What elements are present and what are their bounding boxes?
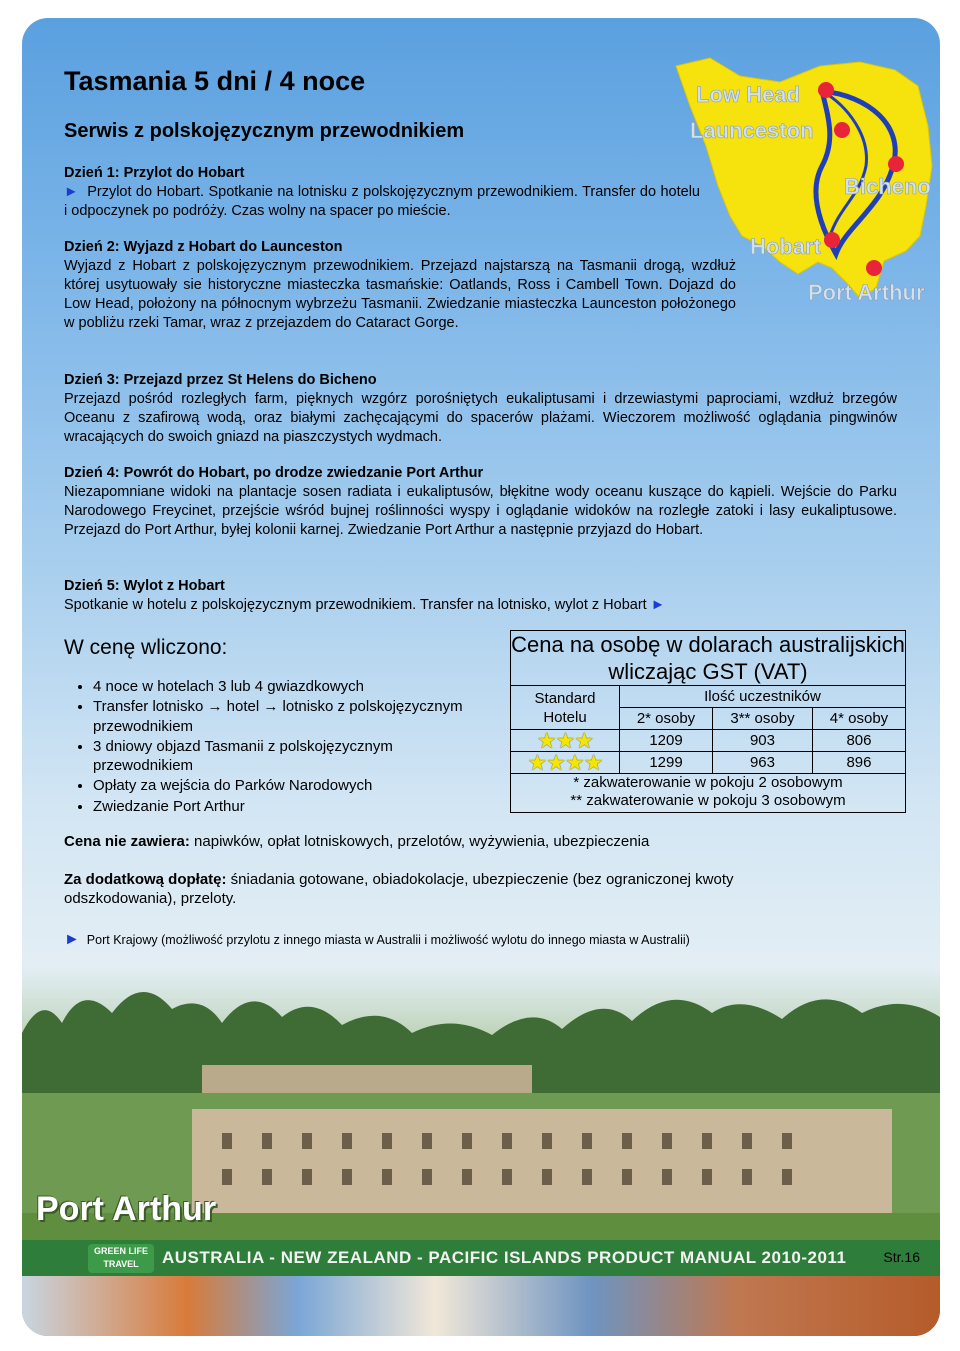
- table-cell: 1299: [620, 752, 713, 774]
- map-label-hobart: Hobart: [750, 234, 821, 259]
- map-label-low-head: Low Head: [696, 82, 800, 107]
- arrow-icon: ►: [64, 184, 79, 200]
- footer-photo-strip: [22, 1276, 940, 1336]
- day-3-title: Dzień 3: Przejazd przez St Helens do Bicheno: [64, 372, 377, 388]
- table-cell: 903: [713, 730, 813, 752]
- day-1-text: Przylot do Hobart. Spotkanie na lotnisku z polskojęzycznym przewodnikiem. Transfer do hotelu i odpoczynek po podróży. Czas wolny na spacer po mieście.: [64, 184, 700, 219]
- extra-charge-label: Za dodatkową dopłatę:: [64, 871, 227, 888]
- green-life-travel-logo: GREEN LIFE TRAVEL: [88, 1244, 154, 1273]
- list-item: • Transfer lotnisko → hotel → lotnisko z polskojęzycznym przewodnikiem: [93, 697, 473, 736]
- day-1-title: Dzień 1: Przylot do Hobart: [64, 165, 245, 181]
- page-title: Tasmania 5 dni / 4 noce: [64, 66, 366, 96]
- extra-charge-text: śniadania gotowane, obiadokolacje, ubezpieczenie (bez ograniczonej kwoty odszkodowania), przeloty.: [64, 871, 734, 907]
- day-4-section: [64, 464, 897, 540]
- arrow-icon: ►: [64, 931, 80, 948]
- participants-header: Ilość uczestników: [620, 686, 906, 708]
- footer-banner: [22, 1240, 940, 1276]
- list-item: • 3 dniowy objazd Tasmanii z polskojęzycznym przewodnikiem: [93, 737, 473, 776]
- table-cell: 806: [812, 730, 905, 752]
- not-included-label: Cena nie zawiera:: [64, 833, 190, 850]
- included-list: [64, 677, 473, 817]
- day-5-title: Dzień 5: Wylot z Hobart: [64, 578, 225, 594]
- price-note: ** zakwaterowanie w pokoju 3 osobowym: [570, 792, 846, 809]
- day-3-section: [64, 371, 897, 447]
- map-label-bicheno: Bicheno: [844, 174, 931, 199]
- day-4-title: Dzień 4: Powrót do Hobart, po drodze zwiedzanie Port Arthur: [64, 465, 484, 481]
- column-header: 4* osoby: [812, 708, 905, 730]
- map-label-launceston: Launceston: [690, 118, 814, 143]
- list-item: • Opłaty za wejścia do Parków Narodowych: [93, 776, 473, 795]
- day-4-text: Niezapomniane widoki na plantacje sosen radiata i eukaliptusów, błękitne wody oceanu kuszące do kąpieli. Wejście do Parku Narodowego Freycinet, przejście wśród bujnej roślinności wyspy i oglądanie widoków na rozległe zatoki i lasy eukaliptusowe. Przejazd do Port Arthur, byłej kolonii karnej. Zwiedzanie Port Arthur a następnie przyjazd do Hobart.: [64, 484, 897, 538]
- table-row: [511, 730, 906, 752]
- map-point-launceston: [834, 122, 850, 138]
- map-point-bicheno: [888, 156, 904, 172]
- day-2-title: Dzień 2: Wyjazd z Hobart do Launceston: [64, 239, 343, 255]
- map-point-low-head: [818, 82, 834, 98]
- column-header: 3** osoby: [713, 708, 813, 730]
- day-1-section: [64, 164, 700, 221]
- page-number: Str.16: [883, 1249, 920, 1265]
- tree-line-photo: [22, 973, 940, 1093]
- map-point-hobart: [824, 232, 840, 248]
- price-note: * zakwaterowanie w pokoju 2 osobowym: [573, 774, 843, 791]
- column-header: 2* osoby: [620, 708, 713, 730]
- domestic-note: Port Krajowy (możliwość przylotu z innego miasta w Australii i możliwość wylotu do innego miasta w Australii): [86, 933, 690, 947]
- arrow-icon: ►: [650, 597, 666, 613]
- table-cell: 896: [812, 752, 905, 774]
- four-star-icon: ★★★★: [511, 752, 620, 774]
- standard-header: Standard Hotelu: [511, 686, 620, 730]
- price-table-title: Cena na osobę w dolarach australijskich wliczając GST (VAT): [511, 632, 905, 684]
- day-3-text: Przejazd pośród rozległych farm, pięknych wzgórz porośniętych eukaliptusami i drzewiastymi paprociami, wzdłuż brzegów Oceanu z szafirową wodą, oraz białymi zachęcającymi do spacerów plażami. Wieczorem możliwość oglądania pingwinów wracających do swoich gniazd na piaszczystych wydmach.: [64, 391, 897, 445]
- day-5-section: [64, 577, 897, 615]
- price-table: [510, 630, 906, 813]
- day-5-text: Spotkanie w hotelu z polskojęzycznym przewodnikiem. Transfer na lotnisko, wylot z Hobart: [64, 597, 647, 613]
- table-row: [511, 752, 906, 774]
- not-included-text: napiwków, opłat lotniskowych, przelotów, wyżywienia, ubezpieczenia: [189, 833, 650, 850]
- extra-charge-section: [64, 870, 824, 908]
- list-item: • 4 noce w hotelach 3 lub 4 gwiazdkowych: [93, 677, 473, 696]
- photo-caption: Port Arthur: [36, 1190, 217, 1228]
- day-2-text: Wyjazd z Hobart z polskojęzycznym przewodnikiem. Przejazd najstarszą na Tasmanii drogą, wzdłuż której usytuowały sie historyczne miasteczka tasmańskie: Oatlands, Ross i Cambell Town. Dojazd do Low Head, położony na północnym wybrzeżu Tasmanii. Zwiedzanie miasteczka Launceston położonego w pobliżu rzeki Tamar, wraz z przejazdem do Cataract Gorge.: [64, 258, 736, 331]
- map-point-port-arthur: [866, 260, 882, 276]
- page-subtitle: Serwis z polskojęzycznym przewodnikiem: [64, 120, 465, 142]
- not-included-section: [64, 832, 864, 851]
- banner-text: AUSTRALIA - NEW ZEALAND - PACIFIC ISLANDS PRODUCT MANUAL 2010-2011: [162, 1248, 847, 1267]
- table-cell: 1209: [620, 730, 713, 752]
- table-cell: 963: [713, 752, 813, 774]
- included-title: W cenę wliczono:: [64, 636, 228, 659]
- three-star-icon: ★★★: [511, 730, 620, 752]
- map-label-port-arthur: Port Arthur: [808, 280, 925, 305]
- domestic-note-section: [64, 930, 884, 950]
- price-notes: [511, 774, 906, 813]
- day-2-section: [64, 238, 736, 333]
- list-item: • Zwiedzanie Port Arthur: [93, 797, 473, 816]
